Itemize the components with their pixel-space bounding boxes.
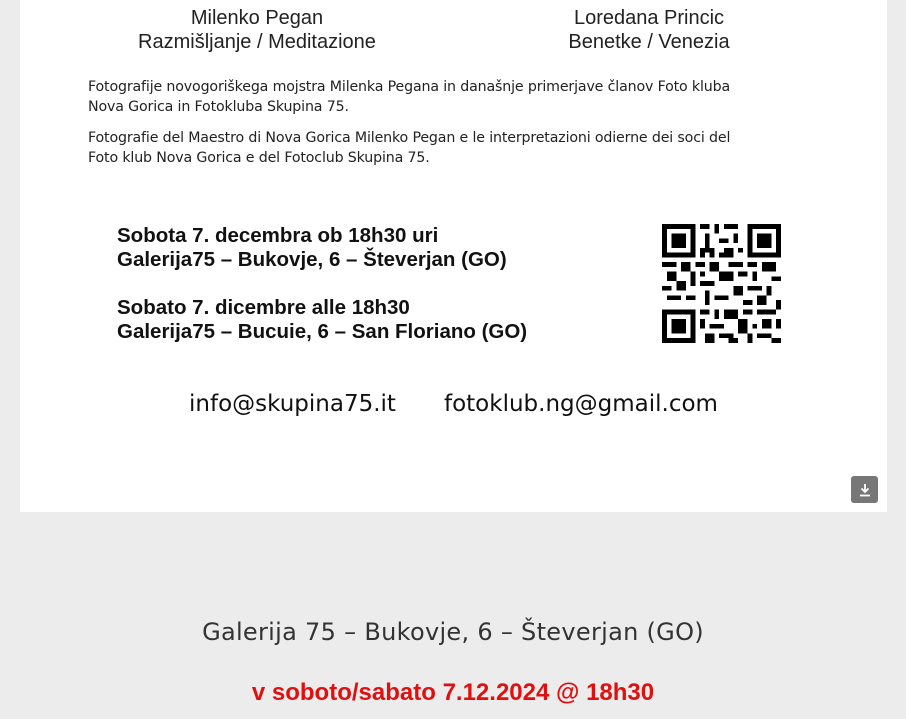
email-skupina: info@skupina75.it: [189, 391, 396, 417]
credit-left-name: Milenko Pegan: [190, 7, 324, 29]
description-line: Fotografije novogoriškega mojstra Milenka Pegana in današnje primerjave članov Foto kluba: [88, 79, 731, 95]
download-button[interactable]: [851, 476, 878, 503]
credit-right-name: Loredana Princic: [573, 7, 725, 29]
event-poster-image: [20, 0, 887, 512]
download-icon: [858, 483, 872, 497]
event-address-line: Galerija75 – Bukovje, 6 – Števerjan (GO): [117, 248, 507, 271]
description-line: Nova Gorica in Fotokluba Skupina 75.: [88, 98, 349, 115]
email-fotoklub: fotoklub.ng@gmail.com: [444, 391, 718, 417]
description-line: Fotografie del Maestro di Nova Gorica Milenko Pegan e le interpretazioni odierne dei soci del: [88, 130, 731, 146]
description-slovenian: [88, 78, 818, 117]
credit-left-work: Razmišljanje / Meditazione: [138, 31, 376, 53]
event-date-text: v soboto/sabato 7.12.2024 @ 18h30: [251, 679, 655, 706]
description-line: Foto klub Nova Gorica e del Fotoclub Skupina 75.: [88, 149, 430, 166]
event-date-line: Sobota 7. decembra ob 18h30 uri: [117, 224, 439, 247]
event-address-line: Galerija75 – Bucuie, 6 – San Floriano (GO): [117, 320, 528, 343]
credit-right: [469, 6, 829, 54]
event-details-slovenian: [117, 224, 507, 272]
qr-code: [662, 224, 781, 343]
credit-right-work: Benetke / Venezia: [568, 31, 730, 53]
event-date-line: Sobato 7. dicembre alle 18h30: [117, 296, 410, 319]
event-details-italian: [117, 296, 527, 344]
description-italian: [88, 129, 818, 168]
credit-left: [77, 6, 437, 54]
venue-heading: Galerija 75 – Bukovje, 6 – Števerjan (GO): [202, 618, 704, 646]
